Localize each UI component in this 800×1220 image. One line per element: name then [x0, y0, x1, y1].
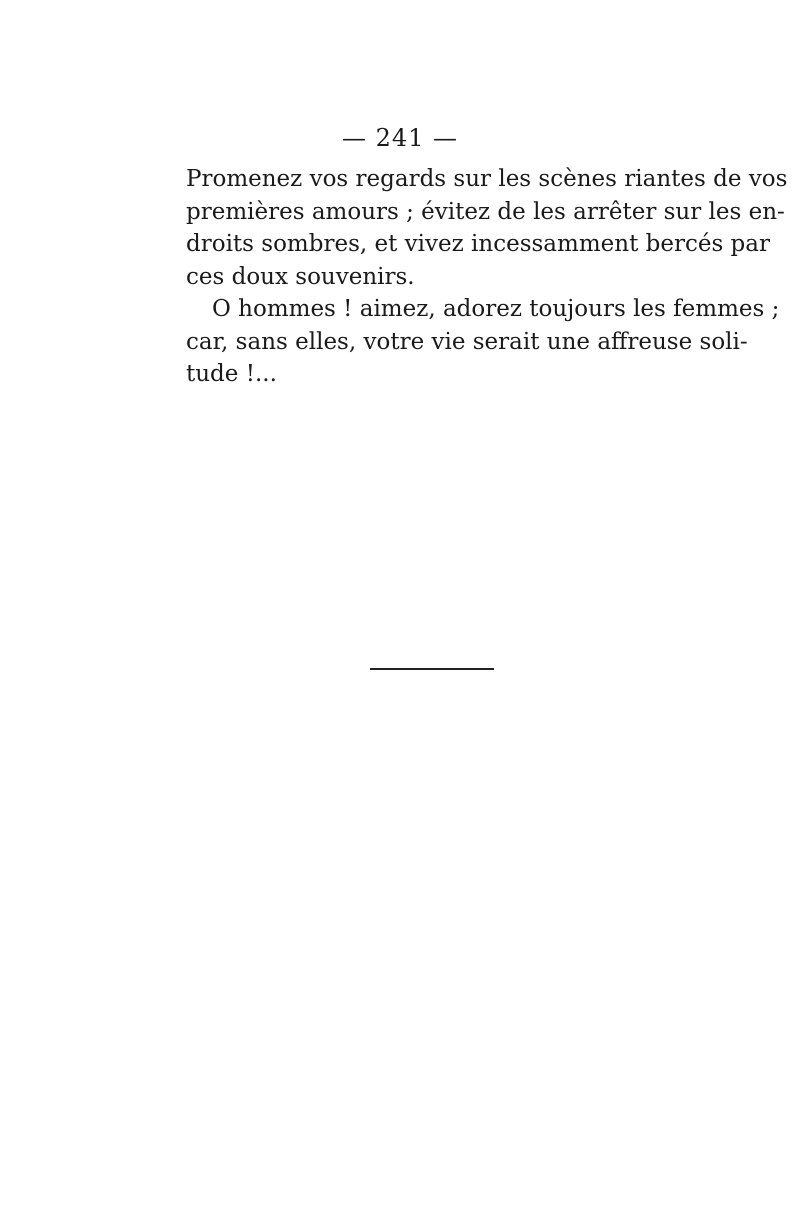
text-line: droits sombres, et vivez incessamment bercés par — [186, 231, 770, 257]
paragraph-2 — [186, 293, 780, 391]
page-number: — 241 — — [341, 124, 459, 152]
text-line: premières amours ; évitez de les arrêter sur les en- — [186, 198, 785, 225]
paragraph-1 — [186, 163, 788, 293]
body-text — [186, 163, 788, 391]
text-line: car, sans elles, votre vie serait une affreuse soli- — [186, 328, 748, 355]
text-line: tude !... — [186, 361, 277, 387]
text-line: ces doux souvenirs. — [186, 263, 415, 290]
text-line: Promenez vos regards sur les scènes riantes de vos — [186, 166, 788, 192]
end-rule — [370, 668, 494, 670]
text-line: O hommes ! aimez, adorez toujours les femmes ; — [212, 296, 780, 322]
